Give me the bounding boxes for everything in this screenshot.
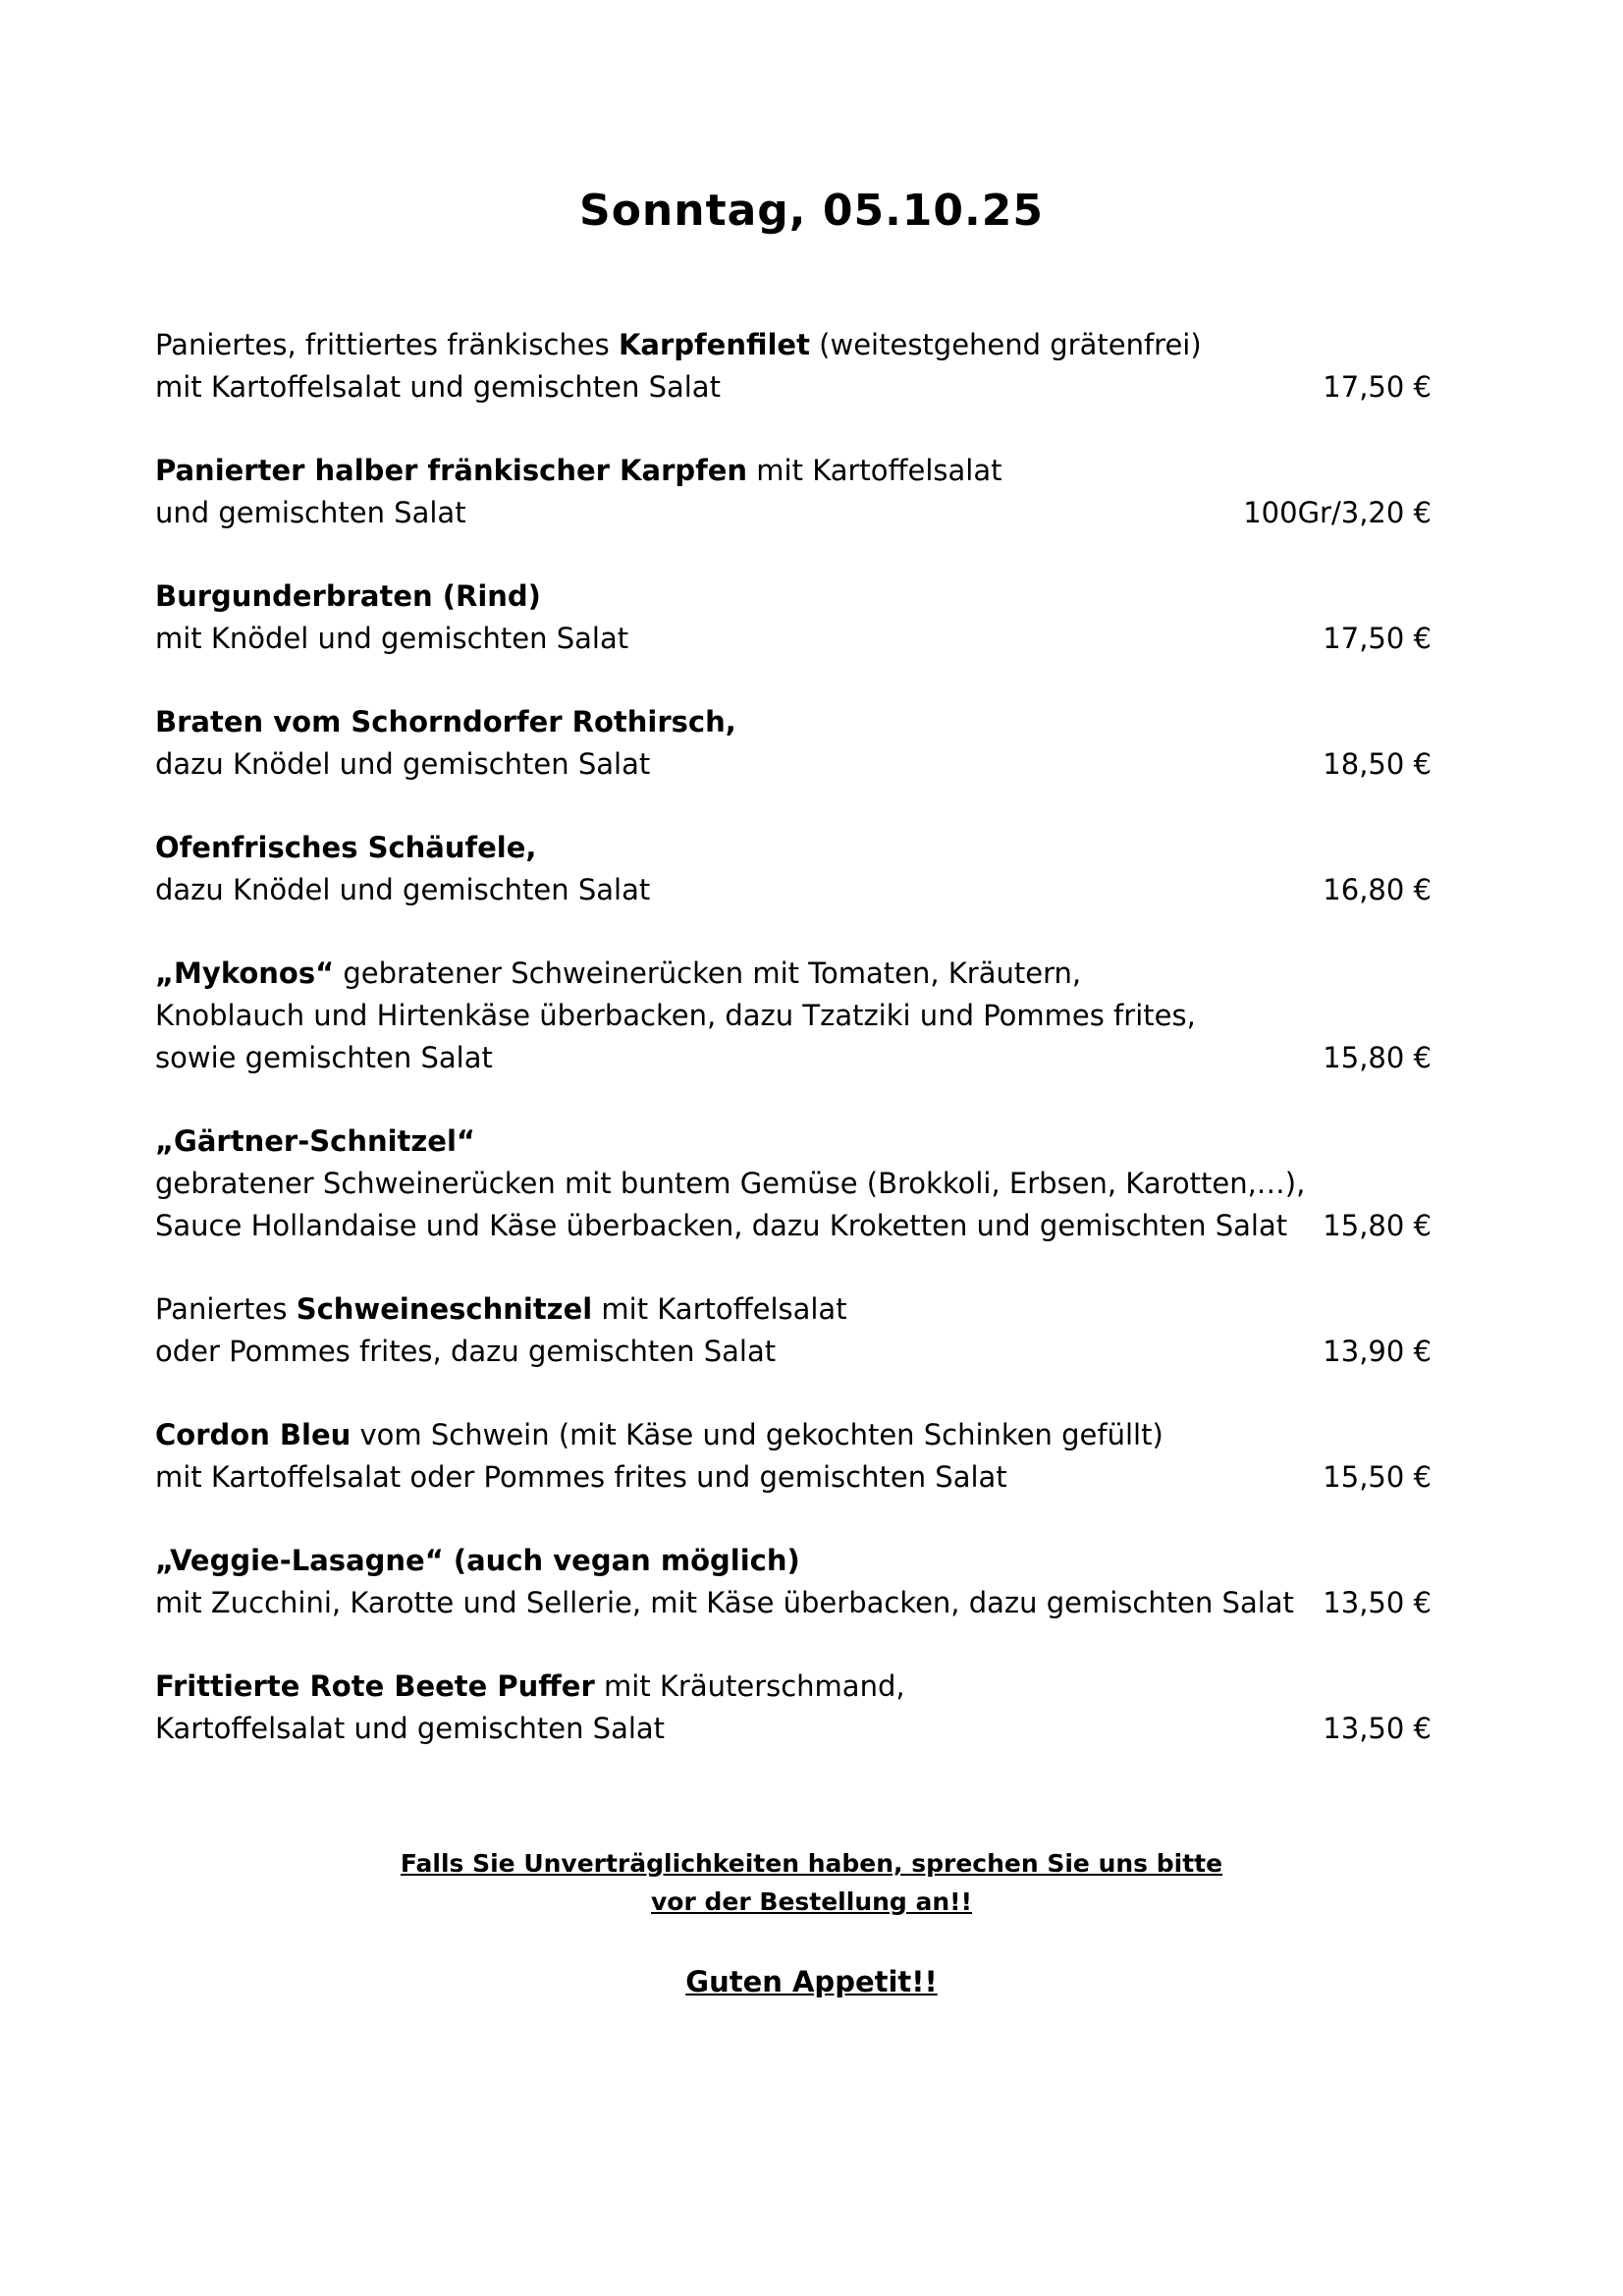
dish-description: Knoblauch und Hirtenkäse überbacken, dazu Tzatziki und Pommes frites, — [155, 999, 1196, 1032]
menu-item-price: 17,50 € — [1323, 622, 1432, 655]
dish-name: Burgunderbraten (Rind) — [155, 579, 541, 613]
menu-item-price: 13,50 € — [1323, 1586, 1432, 1619]
menu-item-line — [155, 1456, 1432, 1499]
dish-description: dazu Knödel und gemischten Salat — [155, 873, 651, 906]
menu-item-price: 16,80 € — [1323, 873, 1432, 906]
allergy-notice — [0, 1844, 1623, 1921]
dish-description: mit Kartoffelsalat oder Pommes frites und gemischten Salat — [155, 1460, 1007, 1494]
menu-item-line — [155, 1666, 1432, 1708]
dish-description: sowie gemischten Salat — [155, 1041, 493, 1074]
menu-item-line — [155, 827, 1432, 869]
dish-description: Kartoffelsalat und gemischten Salat — [155, 1712, 666, 1745]
menu-item-price: 15,50 € — [1323, 1460, 1432, 1494]
dish-description: gebratener Schweinerücken mit buntem Gemüse (Brokkoli, Erbsen, Karotten,…), — [155, 1167, 1306, 1200]
menu-item — [155, 1666, 1432, 1750]
dish-name: Panierter halber fränkischer Karpfen — [155, 454, 748, 487]
menu-item-line — [155, 324, 1432, 366]
menu-item-line — [155, 953, 1432, 995]
menu-item-price: 18,50 € — [1323, 747, 1432, 781]
menu-item-line — [155, 1540, 1432, 1582]
dish-description: Paniertes, frittiertes fränkisches — [155, 328, 619, 361]
menu-item — [155, 1540, 1432, 1624]
menu-item-price: 17,50 € — [1323, 370, 1432, 404]
menu-item — [155, 1121, 1432, 1247]
dish-description: mit Kartoffelsalat — [592, 1292, 847, 1326]
menu-item-line — [155, 1582, 1432, 1624]
menu-item — [155, 1288, 1432, 1373]
menu-item-line — [155, 575, 1432, 618]
dish-name: Karpfenfilet — [618, 328, 810, 361]
menu-item — [155, 1414, 1432, 1499]
dish-description: oder Pommes frites, dazu gemischten Salat — [155, 1335, 777, 1368]
menu-item-line — [155, 618, 1432, 660]
allergy-notice-line: vor der Bestellung an!! — [651, 1887, 972, 1916]
dish-description: und gemischten Salat — [155, 496, 466, 529]
dish-description: Sauce Hollandaise und Käse überbacken, dazu Kroketten und gemischten Salat — [155, 1209, 1288, 1242]
menu-item — [155, 575, 1432, 660]
dish-name: „Veggie-Lasagne“ (auch vegan möglich) — [155, 1544, 800, 1577]
dish-description: mit Kräuterschmand, — [594, 1669, 905, 1703]
menu-item-price: 13,50 € — [1323, 1712, 1432, 1745]
menu-item-line — [155, 366, 1432, 409]
dish-description: dazu Knödel und gemischten Salat — [155, 747, 651, 781]
menu-item-line — [155, 1414, 1432, 1456]
dish-name: „Mykonos“ — [155, 957, 335, 990]
menu-item-line — [155, 1288, 1432, 1331]
menu-item — [155, 701, 1432, 786]
dish-name: Frittierte Rote Beete Puffer — [155, 1669, 595, 1703]
menu-item — [155, 827, 1432, 911]
allergy-notice-line: Falls Sie Unverträglichkeiten haben, sprechen Sie uns bitte — [400, 1849, 1223, 1878]
dish-name: Cordon Bleu — [155, 1418, 352, 1451]
menu-item-line — [155, 743, 1432, 786]
menu-item-line — [155, 1331, 1432, 1373]
menu-item-price: 15,80 € — [1323, 1041, 1432, 1074]
page-title: Sonntag, 05.10.25 — [579, 186, 1044, 236]
menu-item-line — [155, 492, 1432, 534]
dish-description: gebratener Schweinerücken mit Tomaten, Kräutern, — [334, 957, 1082, 990]
menu-list — [155, 324, 1432, 1791]
dish-description: mit Zucchini, Karotte und Sellerie, mit Käse überbacken, dazu gemischten Salat — [155, 1586, 1294, 1619]
dish-description: mit Kartoffelsalat und gemischten Salat — [155, 370, 721, 404]
dish-description: (weitestgehend grätenfrei) — [809, 328, 1202, 361]
menu-item-line — [155, 1708, 1432, 1750]
dish-name: Schweineschnitzel — [296, 1292, 593, 1326]
menu-item-line — [155, 1121, 1432, 1163]
menu-item-line — [155, 701, 1432, 743]
menu-item — [155, 953, 1432, 1079]
menu-item-line — [155, 1205, 1432, 1247]
menu-item-line — [155, 1163, 1432, 1205]
dish-description: mit Kartoffelsalat — [747, 454, 1002, 487]
menu-item-line — [155, 450, 1432, 492]
menu-item-line — [155, 1037, 1432, 1079]
dish-name: Braten vom Schorndorfer Rothirsch, — [155, 705, 736, 738]
menu-item — [155, 324, 1432, 409]
dish-description: mit Knödel und gemischten Salat — [155, 622, 629, 655]
dish-description: vom Schwein (mit Käse und gekochten Schinken gefüllt) — [351, 1418, 1163, 1451]
menu-item — [155, 450, 1432, 534]
dish-description: Paniertes — [155, 1292, 297, 1326]
menu-item-price: 100Gr/3,20 € — [1243, 496, 1432, 529]
menu-item-line — [155, 995, 1432, 1037]
menu-item-price: 15,80 € — [1323, 1209, 1432, 1242]
menu-item-line — [155, 869, 1432, 911]
closing-greeting: Guten Appetit!! — [685, 1965, 938, 1998]
dish-name: Ofenfrisches Schäufele, — [155, 831, 537, 864]
dish-name: „Gärtner-Schnitzel“ — [155, 1124, 475, 1158]
menu-item-price: 13,90 € — [1323, 1335, 1432, 1368]
